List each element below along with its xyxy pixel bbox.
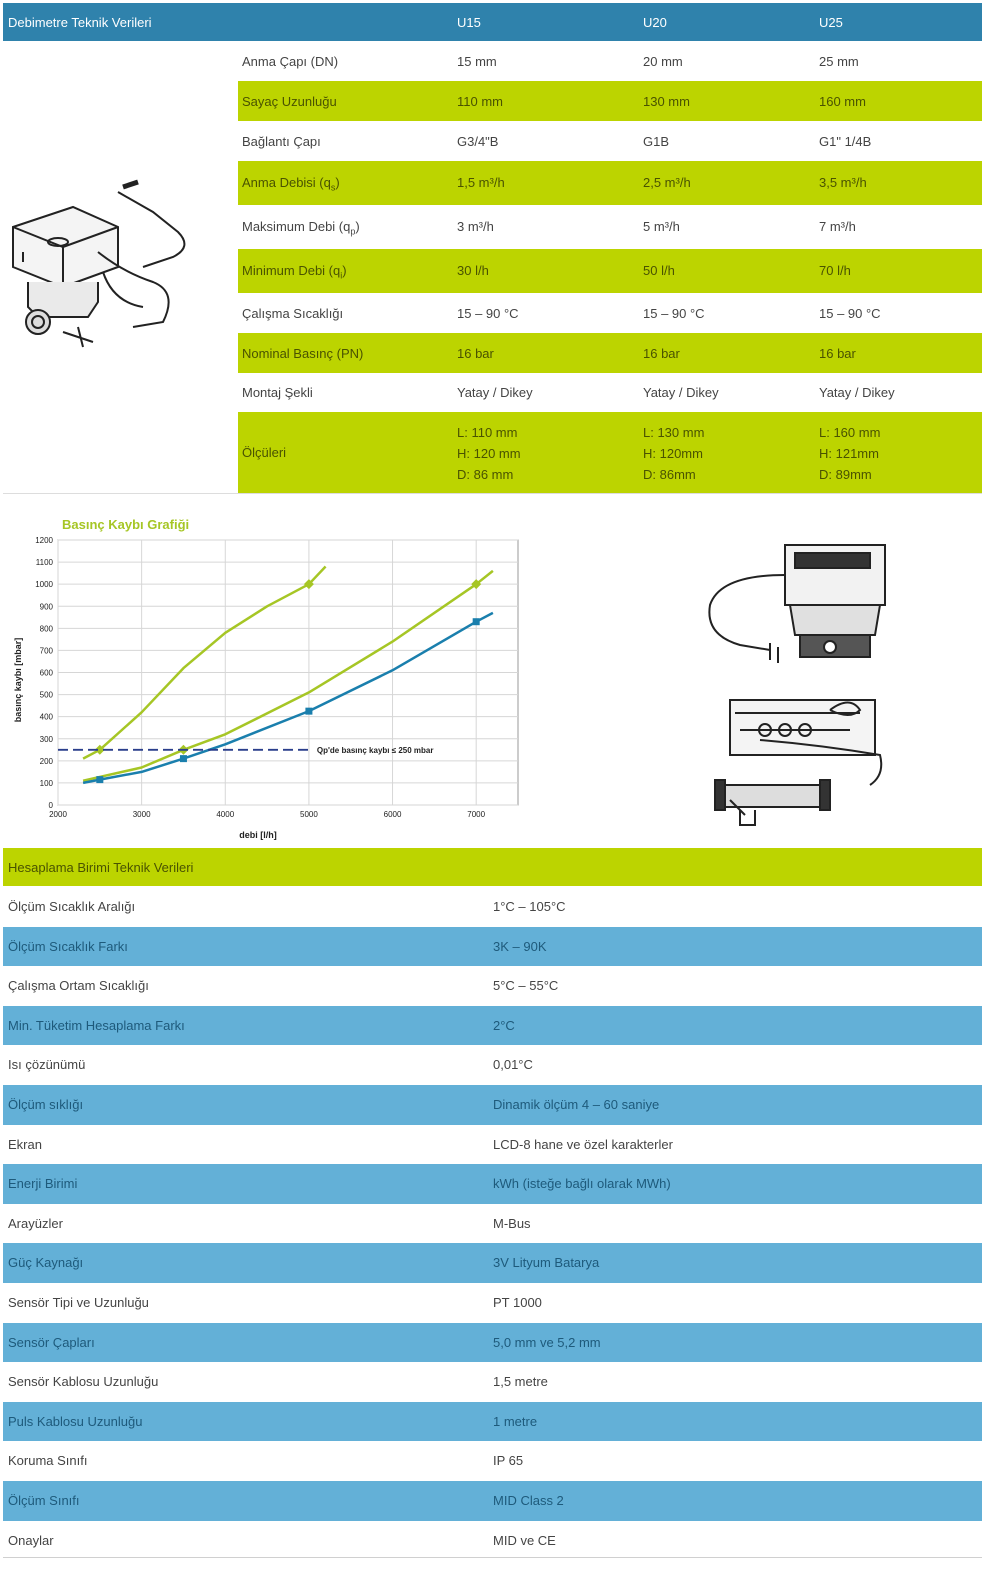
y-tick-label: 600 xyxy=(39,668,53,678)
data-point xyxy=(180,755,187,762)
x-tick-label: 5000 xyxy=(300,810,318,819)
flow-row xyxy=(238,333,982,373)
flow-row-label: Montaj Şekli xyxy=(242,385,313,400)
flow-cell-u20: 16 bar xyxy=(643,346,680,361)
column-u15: U15 xyxy=(457,15,481,30)
calc-row-value: 1,5 metre xyxy=(493,1374,548,1390)
calc-row xyxy=(3,1006,982,1046)
calc-row xyxy=(3,1481,982,1521)
reference-line-label: Qp'de basınç kaybı ≤ 250 mbar xyxy=(316,745,434,755)
y-tick-label: 400 xyxy=(39,712,53,722)
flow-cell-u15: 16 bar xyxy=(457,346,494,361)
calc-row xyxy=(3,1243,982,1283)
flow-cell-u20: 50 l/h xyxy=(643,263,675,278)
flow-cell-u20: 15 – 90 °C xyxy=(643,306,705,321)
flow-cell-u20: 5 m³/h xyxy=(643,219,680,234)
calc-row-label: Onaylar xyxy=(8,1532,54,1548)
calculator-unit-image xyxy=(700,535,900,835)
dimension-line: H: 121mm xyxy=(819,446,879,461)
flow-table-title: Debimetre Teknik Verileri xyxy=(8,15,152,30)
flow-cell-u20: 130 mm xyxy=(643,94,690,109)
calc-row xyxy=(3,966,982,1006)
calc-row-value: 1°C – 105°C xyxy=(493,899,566,914)
pressure-loss-chart xyxy=(8,508,528,843)
flow-row xyxy=(238,42,982,81)
flow-cell-u15: 15 – 90 °C xyxy=(457,306,519,321)
flow-cell-u25: 3,5 m³/h xyxy=(819,175,867,190)
x-tick-label: 6000 xyxy=(383,810,402,819)
calc-table-header xyxy=(3,848,982,886)
dimension-line: L: 130 mm xyxy=(643,425,705,440)
dimension-line: H: 120mm xyxy=(643,446,703,461)
calc-row-label: Güç Kaynağı xyxy=(8,1255,84,1271)
flow-row-label: Anma Çapı (DN) xyxy=(242,54,339,69)
calc-row-value: 3V Lityum Batarya xyxy=(493,1255,600,1271)
flow-cell-u25: 7 m³/h xyxy=(819,219,856,234)
flow-cell-u15: 1,5 m³/h xyxy=(457,175,505,190)
flow-row-label xyxy=(242,175,340,193)
flow-row-label: Bağlantı Çapı xyxy=(242,134,321,149)
dimension-line: D: 89mm xyxy=(819,467,872,482)
calc-row xyxy=(3,1204,982,1244)
data-point xyxy=(96,776,103,783)
flow-cell-u15: 15 mm xyxy=(457,54,497,69)
y-tick-label: 700 xyxy=(39,646,53,656)
dimension-line: H: 120 mm xyxy=(457,446,521,461)
calc-row xyxy=(3,1402,982,1442)
flow-cell-u20 xyxy=(643,422,704,485)
dimension-line: D: 86mm xyxy=(643,467,696,482)
calc-row xyxy=(3,1283,982,1323)
calc-row-value: 5,0 mm ve 5,2 mm xyxy=(493,1334,601,1350)
flow-row xyxy=(238,373,982,412)
flow-cell-u20: 20 mm xyxy=(643,54,683,69)
label-main: Maksimum Debi (q xyxy=(242,219,351,234)
calc-row-value: IP 65 xyxy=(493,1453,524,1469)
flow-cell-u25: 15 – 90 °C xyxy=(819,306,881,321)
calc-row-label: Koruma Sınıfı xyxy=(8,1453,88,1469)
flow-cell-u25: 70 l/h xyxy=(819,263,851,278)
flow-cell-u25: Yatay / Dikey xyxy=(819,385,895,400)
y-tick-label: 1100 xyxy=(35,558,53,568)
calc-row-label: Ölçüm sıklığı xyxy=(8,1097,84,1112)
calc-row-label: Arayüzler xyxy=(8,1215,63,1231)
calc-table-title: Hesaplama Birimi Teknik Verileri xyxy=(8,860,194,875)
calc-row xyxy=(3,1085,982,1125)
flow-cell-u15: G3/4"B xyxy=(457,134,499,149)
calc-row-label: Çalışma Ortam Sıcaklığı xyxy=(8,978,149,994)
label-end: ) xyxy=(335,175,340,190)
y-tick-label: 300 xyxy=(39,734,53,744)
flow-row-label: Sayaç Uzunluğu xyxy=(242,94,337,109)
flow-row-label xyxy=(242,219,360,237)
flow-cell-u15: 30 l/h xyxy=(457,263,489,278)
calc-row-label: Sensör Çapları xyxy=(8,1334,95,1350)
y-tick-label: 800 xyxy=(39,624,53,634)
flow-row xyxy=(238,161,982,205)
flow-cell-u20: 2,5 m³/h xyxy=(643,175,691,190)
calc-row-value: M-Bus xyxy=(493,1215,531,1231)
calc-row-label: Ölçüm Sınıfı xyxy=(8,1493,80,1508)
flow-row xyxy=(238,412,982,493)
flowmeter-image xyxy=(3,42,238,492)
y-tick-label: 1000 xyxy=(35,580,53,590)
flow-cell-u25: 25 mm xyxy=(819,54,859,69)
calc-row-label: Min. Tüketim Hesaplama Farkı xyxy=(8,1017,185,1033)
calc-row xyxy=(3,1045,982,1085)
calc-row-label: Puls Kablosu Uzunluğu xyxy=(8,1413,143,1429)
calc-row-label: Ölçüm Sıcaklık Farkı xyxy=(8,938,128,954)
calc-row-label: Ölçüm Sıcaklık Aralığı xyxy=(8,899,136,914)
calc-row-label: Ekran xyxy=(8,1136,42,1152)
flow-cell-u25: 160 mm xyxy=(819,94,866,109)
calc-row-value: 3K – 90K xyxy=(493,938,547,954)
y-axis-ticks xyxy=(35,536,53,810)
y-axis-label: basınç kaybı [mbar] xyxy=(13,637,23,723)
x-tick-label: 4000 xyxy=(216,810,235,819)
label-main: Anma Debisi (q xyxy=(242,175,331,190)
flow-row-label: Çalışma Sıcaklığı xyxy=(242,306,344,321)
flow-row xyxy=(238,121,982,161)
calc-row xyxy=(3,1125,982,1165)
y-tick-label: 0 xyxy=(48,801,53,810)
calc-row-value: 5°C – 55°C xyxy=(493,978,559,994)
column-u25: U25 xyxy=(819,15,843,30)
calc-row xyxy=(3,1362,982,1402)
flow-cell-u20: Yatay / Dikey xyxy=(643,385,719,400)
calc-row-value: MID ve CE xyxy=(493,1532,556,1548)
calc-row-value: 1 metre xyxy=(493,1413,538,1429)
y-tick-label: 100 xyxy=(39,778,53,788)
flow-cell-u25: G1" 1/4B xyxy=(819,134,872,149)
calc-row-value: MID Class 2 xyxy=(493,1493,564,1508)
calc-row-value: LCD-8 hane ve özel karakterler xyxy=(493,1136,673,1152)
table-bottom-border xyxy=(3,1557,982,1558)
calc-row-label: Isı çözünümü xyxy=(8,1057,86,1073)
flow-cell-u15: 3 m³/h xyxy=(457,219,494,234)
x-tick-label: 2000 xyxy=(49,810,67,819)
calc-row xyxy=(3,927,982,967)
calc-row xyxy=(3,1521,982,1561)
chart-grid xyxy=(58,540,518,805)
dimension-line: L: 110 mm xyxy=(457,425,518,440)
calc-row xyxy=(3,1441,982,1481)
calc-row xyxy=(3,1323,982,1363)
calc-row-value: PT 1000 xyxy=(493,1295,542,1310)
label-end: ) xyxy=(342,263,347,278)
calc-row-value: Dinamik ölçüm 4 – 60 saniye xyxy=(493,1097,660,1112)
flow-cell-u20: G1B xyxy=(643,134,670,149)
y-tick-label: 500 xyxy=(39,690,53,700)
dimension-line: L: 160 mm xyxy=(819,425,881,440)
calc-row xyxy=(3,887,982,927)
x-tick-label: 3000 xyxy=(132,810,151,819)
y-tick-label: 900 xyxy=(39,602,53,612)
flow-cell-u25 xyxy=(819,422,880,485)
calc-row xyxy=(3,1164,982,1204)
calc-row-value: 0,01°C xyxy=(493,1057,533,1073)
calc-row-label: Sensör Kablosu Uzunluğu xyxy=(8,1374,159,1390)
label-sub: s xyxy=(330,182,336,193)
calc-row-value: 2°C xyxy=(493,1017,515,1033)
flow-row xyxy=(238,81,982,121)
label-end: ) xyxy=(355,219,360,234)
calc-row-label: Sensör Tipi ve Uzunluğu xyxy=(8,1295,149,1310)
calc-row-label: Enerji Birimi xyxy=(8,1176,78,1192)
flow-row xyxy=(238,249,982,293)
flow-cell-u15: 110 mm xyxy=(457,94,503,109)
flow-row-label: Ölçüleri xyxy=(242,445,287,460)
label-sub: p xyxy=(350,226,356,237)
y-tick-label: 1200 xyxy=(35,536,53,545)
y-tick-label: 200 xyxy=(39,756,53,766)
dimension-line: D: 86 mm xyxy=(457,467,514,482)
x-tick-label: 7000 xyxy=(467,810,486,819)
calc-row-value: kWh (isteğe bağlı olarak MWh) xyxy=(493,1176,671,1192)
flow-cell-u15 xyxy=(457,422,521,485)
x-axis-ticks xyxy=(49,810,486,819)
column-u20: U20 xyxy=(643,15,667,30)
label-sub: i xyxy=(340,270,343,281)
flow-row xyxy=(238,293,982,333)
x-axis-label: debi [l/h] xyxy=(239,830,277,840)
flow-cell-u25: 16 bar xyxy=(819,346,856,361)
flow-table-header xyxy=(3,3,982,41)
flow-row-label xyxy=(242,263,347,281)
label-main: Minimum Debi (q xyxy=(242,263,341,278)
chart-title: Basınç Kaybı Grafiği xyxy=(62,517,190,532)
flow-cell-u15: Yatay / Dikey xyxy=(457,385,533,400)
section-divider xyxy=(3,493,982,494)
flow-row-label: Nominal Basınç (PN) xyxy=(242,346,364,361)
data-point xyxy=(473,618,480,625)
data-point xyxy=(305,708,312,715)
flow-row xyxy=(238,205,982,249)
